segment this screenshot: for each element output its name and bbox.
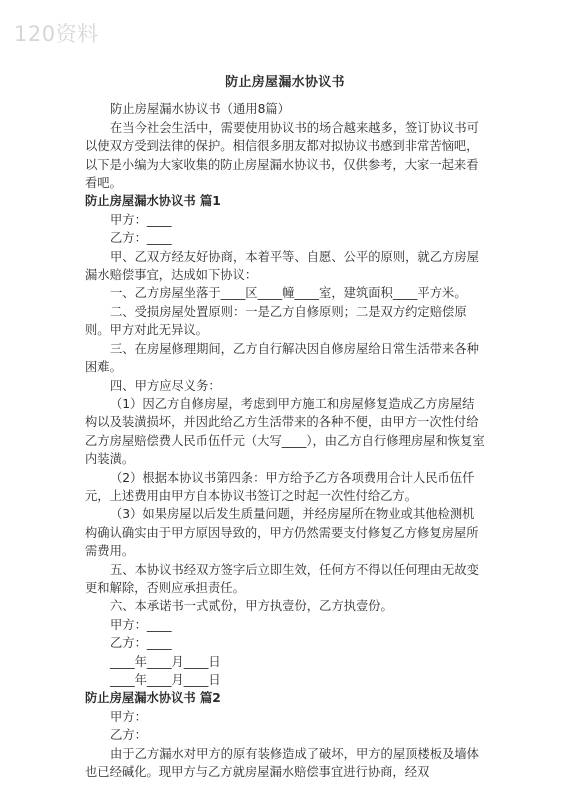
party-b-line: 乙方：____ [110,231,172,246]
clause-4-item-1: （1）因乙方自修房屋，考虑到甲方施工和房屋修复造成乙方房屋结构以及装潢损坏，并因此给乙方生活带来的各种不便，由甲方一次性付给乙方房屋赔偿费人民币伍仟元（大写____），由乙方自行修理房屋和恢复室内装潢。 [85,396,485,467]
clause-4-item-3: （3）如果房屋以后发生质量问题，并经房屋所在物业或其他检测机构确认确实由于甲方原因导致的，甲方仍然需要支付修复乙方修复房屋所需费用。 [85,507,479,559]
clause-5: 五、本协议书经双方签字后立即生效，任何方不得以任何理由无故变更和解除，否则应承担责任。 [85,562,479,595]
watermark: 120资料 [14,22,99,46]
signature-party-b: 乙方：____ [110,636,172,651]
clause-6: 六、本承诺书一式贰份，甲方执壹份，乙方执壹份。 [110,599,393,614]
section-2-party-b: 乙方： [110,728,147,743]
document-title: 防止房屋漏水协议书 [225,75,345,90]
section-2-heading: 防止房屋漏水协议书 篇2 [85,691,221,706]
section-2-paragraph: 由于乙方漏水对甲方的原有装修造成了破坏，甲方的屋顶楼板及墙体也已经碱化。现甲方与乙方就房屋漏水赔偿事宜进行协商，经双 [85,746,479,780]
clause-3: 三、在房屋修理期间，乙方自行解决因自修房屋给日常生活带来各种困难。 [85,341,479,375]
signature-party-a: 甲方：____ [110,617,172,632]
clause-4-item-2: （2）根据本协议书第四条：甲方给予乙方各项费用合计人民币伍仟元，上述费用由甲方自本协议书签订之时起一次性付给乙方。 [85,470,475,503]
signature-date-2: ____年____月____日 [110,673,221,687]
section-2-party-a: 甲方： [110,709,147,724]
party-a-line: 甲方：____ [110,212,172,227]
agreement-paragraph: 甲、乙双方经友好协商，本着平等、自愿、公平的原则，就乙方房屋漏水赔偿事宜，达成如下协议： [85,249,479,283]
document-subtitle: 防止房屋漏水协议书（通用8篇） [110,102,290,117]
intro-paragraph: 在当今社会生活中，需要使用协议书的场合越来越多，签订协议书可以使双方受到法律的保护。相信很多朋友都对拟协议书感到非常苦恼吧，以下是小编为大家收集的防止房屋漏水协议书，仅供参考，大家一起来看看吧。 [85,120,479,191]
clause-1: 一、乙方房屋坐落于____区____幢____室，建筑面积____平方米。 [110,286,467,301]
document-body [85,74,485,781]
signature-date-1: ____年____月____日 [110,654,221,669]
section-1-heading: 防止房屋漏水协议书 篇1 [85,194,221,209]
clause-4: 四、甲方应尽义务： [110,378,221,393]
clause-2: 二、受损房屋处置原则：一是乙方自修原则；二是双方约定赔偿原则。甲方对此无异议。 [85,304,467,338]
